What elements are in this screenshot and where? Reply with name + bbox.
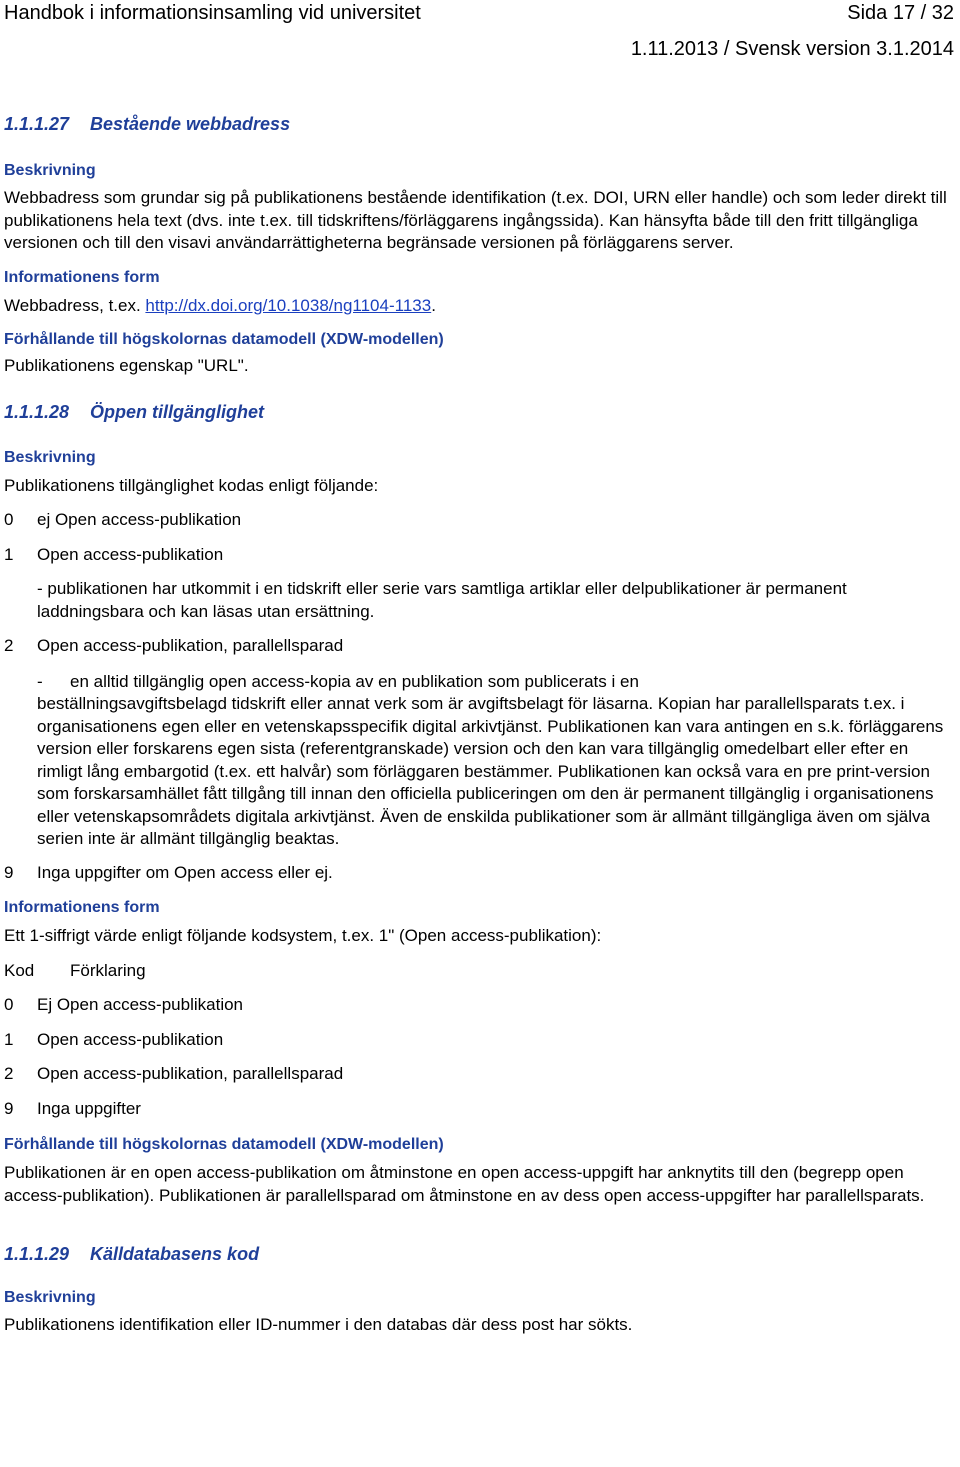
- code-column-header: Kod: [4, 960, 35, 980]
- form-prefix: Webbadress, t.ex.: [4, 295, 146, 315]
- code-value: 9: [4, 862, 14, 882]
- code-value: 0: [4, 510, 14, 529]
- description-text: Publikationens identifikation eller ID-nummer i den databas där dess post har sökts.: [4, 1315, 633, 1334]
- form-label: Informationens form: [4, 268, 160, 286]
- section-heading: [4, 1242, 954, 1266]
- model-relation-label: Förhållande till högskolornas datamodell (XDW-modellen): [4, 1136, 444, 1153]
- section-heading: [4, 112, 954, 136]
- code-table-row: [4, 1098, 954, 1121]
- document-body: [4, 112, 954, 1337]
- description-intro: Publikationens tillgänglighet kodas enligt följande:: [4, 475, 379, 495]
- form-text: Ett 1-siffrigt värde enligt följande kodsystem, t.ex. 1" (Open access-publikation):: [4, 926, 602, 945]
- section-number: 1.1.1.28: [4, 401, 70, 422]
- section-title: Öppen tillgänglighet: [90, 401, 264, 422]
- model-relation-text: Publikationens egenskap "URL".: [4, 356, 249, 375]
- table-code: 2: [4, 1064, 14, 1083]
- code-item: [4, 509, 954, 532]
- section-heading: [4, 400, 954, 424]
- code-detail-rest: beställningsavgiftsbelagd tidskrift eller annat verk som är avgiftsbelagt för läsarna. Kopian har parallellsparats t.ex. i organisationens egen eller en vetenskapsspecifik digital arkivtjänst. Publikationen kan vara antingen en s.k. förläggarens version eller forskarens egen sista (referentgranskade) version och den kan vara tillgänglig omedelbart eller efter en rimligt lång embargotid (t.ex. ett halvår) som förläggaren bestämmer. Publikationen kan också vara en pre print-version som forskarsamhället fått tillgång till innan den officiella publiceringen om den är permanent tillgänglig i organisationens eller vetenskapsområdets digitala arkivtjänst. Även de enskilda publikationer som är allmänt tillgängliga även om själva serien inte är allmänt tillgänglig beaktas.: [37, 694, 944, 848]
- code-table-row: [4, 994, 954, 1017]
- table-explanation: Ej Open access-publikation: [37, 995, 244, 1014]
- model-relation-label: Förhållande till högskolornas datamodell (XDW-modellen): [4, 331, 444, 348]
- dash-marker: -: [37, 671, 43, 691]
- code-item: [4, 862, 954, 885]
- description-text: Webbadress som grundar sig på publikationens bestående identifikation (t.ex. DOI, URN eller handle) och som leder direkt till publikationens hela text (dvs. inte t.ex. till tidskriftens/förläggarens ingångssida). Kan hänsyfta både till den fritt tillgängliga versionen och till den visavi användarrättigheterna begränsade versionen på förläggarens server.: [4, 188, 947, 252]
- document-version: 1.11.2013 / Svensk version 3.1.2014: [630, 38, 954, 60]
- code-text: Inga uppgifter om Open access eller ej.: [37, 862, 333, 882]
- form-label: Informationens form: [4, 899, 160, 916]
- code-detail: - publikationen har utkommit i en tidskrift eller serie vars samtliga artiklar eller delpublikationer är permanent laddningsbara och kan läsas utan ersättning.: [37, 579, 847, 621]
- code-detail: [37, 671, 954, 851]
- table-explanation: Open access-publikation: [37, 1029, 224, 1049]
- doi-link[interactable]: http://dx.doi.org/10.1038/ng1104-1133: [145, 295, 432, 315]
- section-title: Bestående webbadress: [90, 114, 291, 134]
- explanation-column-header: Förklaring: [70, 960, 146, 980]
- model-relation-text: Publikationen är en open access-publikation om åtminstone en open access-uppgift har anknytits till den (begrepp open access-publikation). Publikationen är parallellsparad om åtminstone en av dess open access-uppgifter har parallellsparats.: [4, 1163, 925, 1205]
- code-text: Open access-publikation, parallellsparad: [37, 636, 344, 655]
- description-label: Beskrivning: [4, 448, 96, 466]
- section-number: 1.1.1.29: [4, 1244, 70, 1264]
- table-code: 9: [4, 1098, 14, 1118]
- code-table-header: [4, 960, 954, 983]
- description-label: Beskrivning: [4, 162, 96, 179]
- code-table-row: [4, 1029, 954, 1052]
- table-explanation: Open access-publikation, parallellsparad: [37, 1064, 344, 1083]
- code-text: Open access-publikation: [37, 544, 224, 564]
- code-item: [4, 544, 954, 567]
- form-suffix: .: [431, 295, 436, 315]
- code-value: 2: [4, 636, 14, 655]
- page-number: Sida 17 / 32: [847, 2, 954, 24]
- code-text: ej Open access-publikation: [37, 510, 242, 529]
- table-explanation: Inga uppgifter: [37, 1098, 141, 1118]
- table-code: 0: [4, 995, 14, 1014]
- table-code: 1: [4, 1029, 14, 1049]
- code-table-row: [4, 1063, 954, 1086]
- code-value: 1: [4, 544, 14, 564]
- code-detail-first: en alltid tillgänglig open access-kopia av en publikation som publicerats i en: [70, 671, 639, 691]
- code-item: [4, 635, 954, 658]
- code-detail-first-line: [37, 671, 954, 694]
- document-title: Handbok i informationsinsamling vid universitet: [4, 2, 421, 24]
- form-text: [4, 295, 954, 318]
- section-title: Källdatabasens kod: [90, 1244, 260, 1264]
- description-label: Beskrivning: [4, 1289, 96, 1306]
- section-number: 1.1.1.27: [4, 114, 70, 134]
